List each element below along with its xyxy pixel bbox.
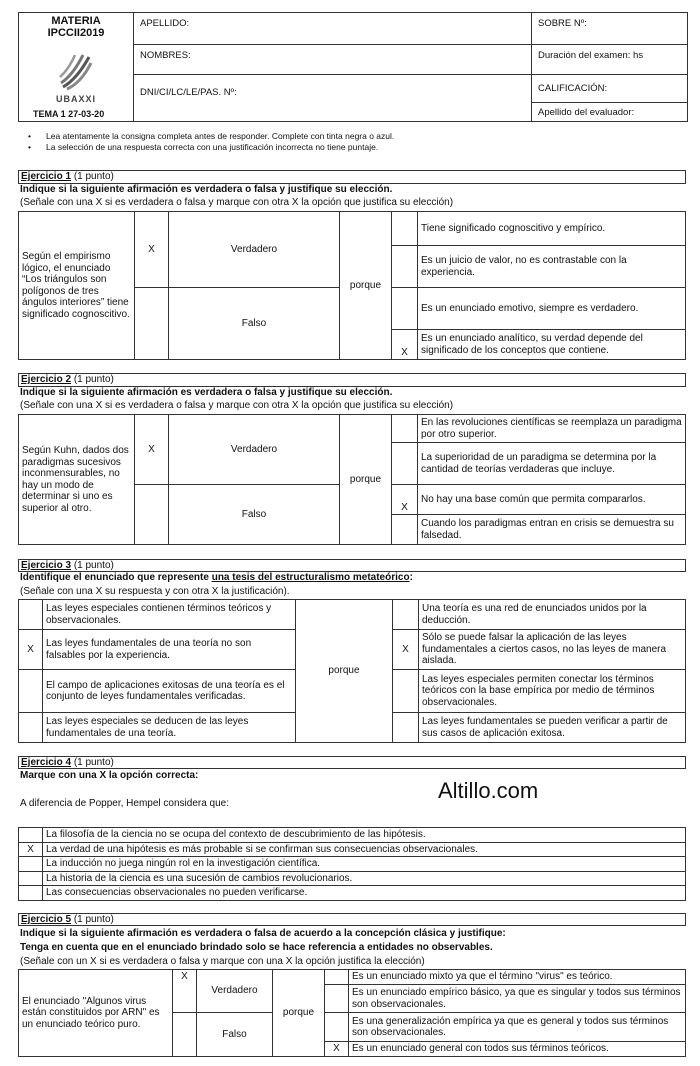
ex4-table — [18, 827, 686, 901]
instruction-item: • La selección de una respuesta correcta con una justificación incorrecta no tiene puntaje. — [46, 142, 394, 153]
ex3-left-mark-3[interactable] — [19, 670, 43, 713]
ex3-left-option-2: Las leyes fundamentales de una teoría no son falsables por la experiencia. — [43, 630, 296, 670]
ex2-instruction: Indique si la siguiente afirmación es verdadera o falsa y justifique su elección. — [20, 387, 393, 398]
ex4-mark-1[interactable] — [19, 828, 43, 843]
ex2-mark-2[interactable] — [392, 443, 418, 485]
header-subject-block — [19, 13, 134, 121]
ex2-option-2: La superioridad de un paradigma se determina por la cantidad de teorías verdaderas que incluye. — [418, 443, 686, 485]
ex2-option-1: En las revoluciones científicas se reemplaza un paradigma por otro superior. — [418, 415, 686, 443]
ex5-option-2: Es un enunciado empírico básico, ya que es singular y todos sus términos son observacionales. — [349, 985, 686, 1013]
instructions — [46, 131, 394, 153]
ex5-hint: (Señale con un X si es verdadera o falsa y marque con una X la opción justifica la elección) — [20, 956, 425, 967]
ex1-table — [18, 211, 686, 360]
evaluador-field[interactable]: Apellido del evaluador: — [538, 107, 635, 118]
ex3-left-option-4: Las leyes especiales se deducen de las leyes fundamentales de una teoría. — [43, 713, 296, 743]
ex1-mark-verdadero[interactable]: X — [135, 212, 169, 288]
ex5-option-1: Es un enunciado mixto ya que el término "virus" es teórico. — [349, 970, 686, 985]
ex2-mark-verdadero[interactable]: X — [135, 415, 169, 485]
subject-label: MATERIA IPCCII2019 — [47, 15, 105, 39]
ex5-option-3: Es una generalización empírica ya que es general y todos sus términos son observacionales. — [349, 1013, 686, 1041]
ex3-left-mark-1[interactable] — [19, 600, 43, 630]
ex1-mark-4[interactable]: X — [392, 330, 418, 360]
ex3-table — [18, 599, 686, 743]
ex2-statement: Según Kuhn, dados dos paradigmas sucesivos inconmensurables, no hay un modo de determinar si uno es superior al otro. — [19, 415, 135, 545]
ex3-hint: (Señale con una X su respuesta y con otra X la justificación). — [20, 586, 290, 597]
ex5-verdadero: Verdadero — [197, 970, 273, 1013]
ex2-hint: (Señale con una X si es verdadera o falsa y marque con otra X la opción que justifica su elección) — [20, 400, 454, 411]
ex2-falso: Falso — [169, 485, 340, 545]
header-student-block — [134, 13, 532, 121]
ex5-mark-1[interactable] — [325, 970, 349, 985]
ex1-statement: Según el empirismo lógico, el enunciado “Los triángulos son polígonos de tres ángulos interiores” tiene significado cognoscitivo. — [19, 212, 135, 360]
ex4-option-1: La filosofía de la ciencia no se ocupa del contexto de descubrimiento de las hipótesis. — [43, 828, 686, 843]
ex3-right-option-2: Sólo se puede falsar la aplicación de las leyes fundamentales a ciertos casos, no las leyes de manera aislada. — [419, 630, 686, 670]
ex4-mark-2[interactable]: X — [19, 842, 43, 857]
ex4-option-4: La historia de la ciencia es una sucesión de cambios revolucionarios. — [43, 871, 686, 886]
ex3-left-mark-2[interactable]: X — [19, 630, 43, 670]
ex1-title: Ejercicio 1 (1 punto) — [18, 170, 686, 184]
ex3-right-mark-3[interactable] — [393, 670, 419, 713]
duracion-field[interactable]: Duración del examen: hs — [532, 45, 687, 75]
tema-label: TEMA 1 27-03-20 — [33, 109, 105, 119]
instruction-item: • Lea atentamente la consigna completa antes de responder. Complete con tinta negra o azul. — [46, 131, 394, 142]
ex2-table — [18, 414, 686, 545]
ex3-right-option-4: Las leyes fundamentales se pueden verificar a partir de sus casos de aplicación exitosa. — [419, 713, 686, 743]
ex5-table — [18, 969, 686, 1057]
ex3-right-mark-4[interactable] — [393, 713, 419, 743]
ex2-verdadero: Verdadero — [169, 415, 340, 485]
ex5-mark-2[interactable] — [325, 985, 349, 1013]
ex2-mark-4[interactable] — [392, 515, 418, 545]
ex4-instruction: Marque con una X la opción correcta: — [20, 770, 199, 781]
ex1-option-3: Es un enunciado emotivo, siempre es verdadero. — [418, 288, 686, 330]
watermark: Altillo.com — [438, 778, 539, 803]
ubaxxi-logo-icon — [59, 53, 93, 91]
ex5-instruction-2: Tenga en cuenta que en el enunciado brindado solo se hace referencia a entidades no observables. — [20, 942, 493, 953]
ex1-instruction: Indique si la siguiente afirmación es verdadera o falsa y justifique su elección. — [20, 184, 393, 195]
ex2-mark-3[interactable]: X — [392, 485, 418, 515]
ex2-option-3: No hay una base común que permita compararlos. — [418, 485, 686, 515]
ex4-mark-5[interactable] — [19, 886, 43, 901]
ex3-right-option-3: Las leyes especiales permiten conectar los términos teóricos con la base empírica por medio de términos observacionales. — [419, 670, 686, 713]
logo-text: UBAXXI — [55, 94, 96, 104]
ex1-option-2: Es un juicio de valor, no es contrastable con la experiencia. — [418, 246, 686, 288]
ex1-porque: porque — [340, 212, 392, 360]
ex4-option-3: La inducción no juega ningún rol en la investigación científica. — [43, 857, 686, 872]
ex1-mark-falso[interactable] — [135, 288, 169, 360]
ex5-mark-3[interactable] — [325, 1013, 349, 1041]
ex3-porque: porque — [296, 600, 393, 743]
ex4-mark-3[interactable] — [19, 857, 43, 872]
ex5-instruction-1: Indique si la siguiente afirmación es verdadera o falsa de acuerdo a la concepción clásica y justifique: — [20, 928, 506, 939]
ex1-option-1: Tiene significado cognoscitivo y empírico. — [418, 212, 686, 246]
calificacion-field[interactable]: CALIFICACIÓN: — [532, 75, 687, 103]
ex2-porque: porque — [340, 415, 392, 545]
ex3-left-option-3: El campo de aplicaciones exitosas de una teoría es el conjunto de leyes fundamentales verificadas. — [43, 670, 296, 713]
ex3-left-option-1: Las leyes especiales contienen términos teóricos y observacionales. — [43, 600, 296, 630]
ex3-title: Ejercicio 3 (1 punto) — [18, 559, 686, 572]
dni-field[interactable]: DNI/CI/LC/LE/PAS. Nº: — [140, 87, 237, 98]
ex1-hint: (Señale con una X si es verdadera o falsa y marque con otra X la opción que justifica su elección) — [20, 197, 454, 208]
ex2-title: Ejercicio 2 (1 punto) — [18, 373, 686, 387]
ex1-mark-3[interactable] — [392, 288, 418, 330]
sobre-field[interactable]: SOBRE Nº: — [532, 13, 687, 45]
apellido-field[interactable]: APELLIDO: — [134, 13, 531, 45]
ex5-title: Ejercicio 5 (1 punto) — [18, 913, 686, 926]
ex2-mark-falso[interactable] — [135, 485, 169, 545]
ex5-mark-4[interactable]: X — [325, 1041, 349, 1056]
ex2-option-4: Cuando los paradigmas entran en crisis se demuestra su falsedad. — [418, 515, 686, 545]
ex1-mark-2[interactable] — [392, 246, 418, 288]
ex5-mark-verdadero[interactable]: X — [173, 970, 197, 1013]
ex4-option-5: Las consecuencias observacionales no pueden verificarse. — [43, 886, 686, 901]
ex5-statement: El enunciado "Algunos virus están constituidos por ARN" es un enunciado teórico puro. — [19, 970, 173, 1057]
ex1-falso: Falso — [169, 288, 340, 360]
ex5-mark-falso[interactable] — [173, 1013, 197, 1057]
ex5-porque: porque — [273, 970, 325, 1057]
exam-header — [18, 12, 688, 122]
ex3-right-option-1: Una teoría es una red de enunciados unidos por la deducción. — [419, 600, 686, 630]
ex5-falso: Falso — [197, 1013, 273, 1057]
ex5-option-4: Es un enunciado general con todos sus términos teóricos. — [349, 1041, 686, 1056]
ex3-left-mark-4[interactable] — [19, 713, 43, 743]
header-admin-block — [532, 13, 687, 121]
ex3-right-mark-1[interactable] — [393, 600, 419, 630]
ex4-option-2: La verdad de una hipótesis es más probable si se confirman sus consecuencias observacionales. — [43, 842, 686, 857]
ex4-question: A diferencia de Popper, Hempel considera que: — [20, 798, 230, 809]
ex4-title: Ejercicio 4 (1 punto) — [18, 756, 686, 769]
ex4-mark-4[interactable] — [19, 871, 43, 886]
ex1-verdadero: Verdadero — [169, 212, 340, 288]
ex2-mark-1[interactable] — [392, 415, 418, 443]
nombres-field[interactable]: NOMBRES: — [134, 45, 531, 75]
ex3-right-mark-2[interactable]: X — [393, 630, 419, 670]
ex1-option-4: Es un enunciado analítico, su verdad depende del significado de los conceptos que contiene. — [418, 330, 686, 360]
ex1-mark-1[interactable] — [392, 212, 418, 246]
ex3-instruction: Identifique el enunciado que represente una tesis del estructuralismo metateórico: — [20, 572, 413, 583]
